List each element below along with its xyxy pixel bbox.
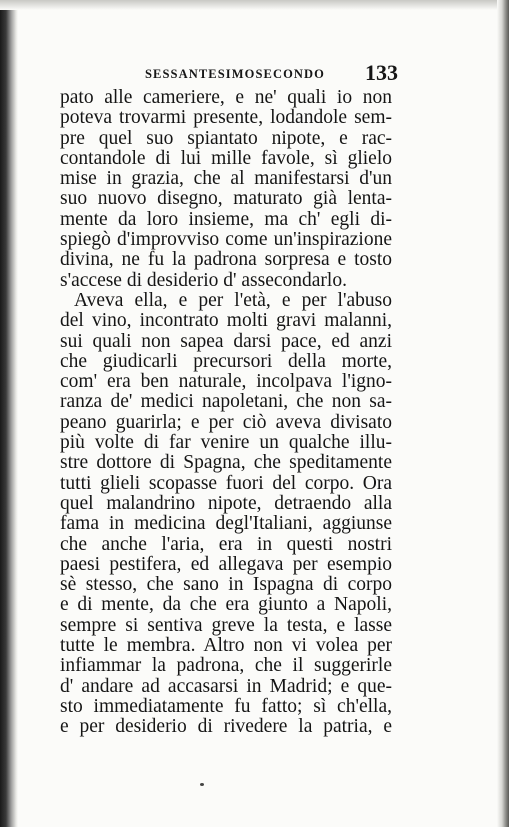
text-line: sè stesso, che sano in Ispagna di corpo	[60, 575, 392, 596]
text-line: Aveva ella, e per l'età, e per l'abuso	[74, 290, 392, 311]
text-line: stre dottore di Spagna, che speditamente	[60, 453, 392, 474]
body-text	[60, 88, 392, 738]
text-line: che anche l'aria, era in questi nostri	[60, 534, 392, 555]
text-line: e di mente, da che era giunto a Napoli,	[60, 595, 392, 616]
text-line: contandole di lui mille favole, sì glielo	[60, 148, 392, 169]
text-line: mise in grazia, che al manifestarsi d'un	[60, 169, 392, 190]
text-line: sto immediatamente fu fatto; sì ch'ella,	[60, 696, 392, 717]
page-top-shadow	[0, 0, 509, 10]
text-line: pre quel suo spiantato nipote, e rac-	[60, 128, 392, 149]
page-number: 133	[365, 60, 398, 85]
text-line: pato alle cameriere, e ne' quali io non	[60, 88, 392, 108]
text-line: infiammar la padrona, che il suggerirle	[60, 656, 392, 677]
text-line: fama in medicina degl'Italiani, aggiunse	[60, 514, 392, 535]
text-line: sempre si sentiva greve la testa, e lasse	[60, 615, 392, 636]
text-line: suo nuovo disegno, maturato già lenta-	[60, 189, 392, 210]
text-line: sui quali non sapea darsi pace, ed anzi	[60, 331, 392, 352]
page-right-edge	[497, 0, 509, 827]
paragraph-1	[60, 88, 392, 291]
text-line: mente da loro insieme, ma ch' egli di-	[60, 209, 392, 230]
text-line: ranza de' medici napoletani, che non sa-	[60, 392, 392, 413]
text-line: divina, ne fu la padrona sorpresa e tosto	[60, 250, 392, 271]
text-line: tutte le membra. Altro non vi volea per	[60, 636, 392, 657]
text-line: peano guarirla; e per ciò aveva divisato	[60, 412, 392, 433]
page-binding-shadow	[0, 0, 18, 827]
text-line: quel malandrino nipote, detraendo alla	[60, 493, 392, 514]
text-line: spiegò d'improvviso come un'inspirazione	[60, 230, 392, 251]
text-line: com' era ben naturale, incolpava l'igno-	[60, 372, 392, 393]
text-line: d' andare ad accasarsi in Madrid; e que-	[60, 676, 392, 697]
text-line: paesi pestifera, ed allegava per esempio	[60, 554, 392, 575]
text-line: poteva trovarmi presente, lodandole sem-	[60, 108, 392, 129]
running-head: SESSANTESIMOSECONDO	[145, 67, 325, 81]
text-line: del vino, incontrato molti gravi malanni,	[60, 311, 392, 332]
text-line: che giudicarli precursori della morte,	[60, 351, 392, 372]
text-line: tutti glieli scopasse fuori del corpo. Ora	[60, 473, 392, 494]
page-header	[60, 60, 400, 90]
text-line: s'accese di desiderio d' assecondarlo.	[60, 270, 347, 291]
text-line: più volte di far venire un qualche illu-	[60, 433, 392, 454]
ink-speck	[200, 783, 204, 786]
paragraph-2	[60, 291, 392, 738]
text-line: e per desiderio di rivedere la patria, e	[60, 717, 392, 738]
